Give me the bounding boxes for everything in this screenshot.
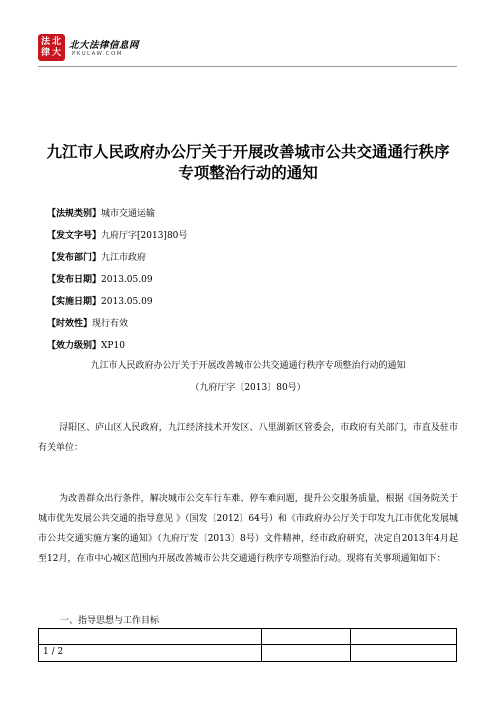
page-number: 1 / 2 <box>43 647 64 657</box>
title-line-1: 九江市人民政府办公厅关于开展改善城市公共交通通行秩序 <box>46 142 450 161</box>
meta-doc-number <box>47 230 187 242</box>
meta-value: 2013.05.09 <box>101 297 153 307</box>
meta-label: 【法规类别】 <box>47 209 102 219</box>
seal-char: 律 <box>41 48 51 58</box>
meta-value: 城市交通运输 <box>101 209 156 219</box>
meta-label: 【发文字号】 <box>47 231 102 241</box>
section-heading: 一、指导思想与工作目标 <box>60 616 160 626</box>
pkulaw-logo <box>38 34 158 64</box>
recipients-paragraph: 浔阳区、庐山区人民政府，九江经济技术开发区、八里湖新区管委会，市政府有关部门，市直及驻市有关单位： <box>38 423 458 453</box>
meta-label: 【时效性】 <box>47 319 93 329</box>
meta-label: 【发布部门】 <box>47 253 102 263</box>
meta-value: XP10 <box>101 341 125 351</box>
meta-label: 【发布日期】 <box>47 275 102 285</box>
pkulaw-seal-icon <box>38 34 65 61</box>
meta-value: 2013.05.09 <box>101 275 153 285</box>
meta-department <box>47 252 146 264</box>
seal-char: 北 <box>52 37 62 47</box>
brand-url: PKULAW.COM <box>72 51 123 57</box>
meta-validity <box>47 318 128 330</box>
meta-value: 九江市政府 <box>101 253 147 263</box>
seal-char: 大 <box>52 48 62 58</box>
meta-effective-date <box>47 296 153 308</box>
footer-divider <box>39 644 456 645</box>
meta-value: 现行有效 <box>92 319 129 329</box>
document-title <box>38 141 458 183</box>
header-divider <box>38 66 457 67</box>
meta-label: 【效力级别】 <box>47 341 102 351</box>
brand-name: 北大法律信息网 <box>69 40 140 51</box>
body-paragraph: 为改善群众出行条件，解决城市公交车行车难、停车难问题，提升公交服务质量，根据《国务院关于城市优先发展公共交通的指导意见 》（国发〔2012〕64号）和《市政府办公厅关于印发九江市优化发展城市公共交通实施方案的通知》（九府厅发〔2013〕8号）文件精神，经市政府研究，决定自2013年4月起至12月，在市中心城区范围内开展改善城市公共交通通行秩序专项整治行动。现将有关事项通知如下： <box>38 494 458 564</box>
footer-table <box>38 628 457 662</box>
meta-label: 【实施日期】 <box>47 297 102 307</box>
body-doc-number: （九府厅字〔2013〕80号） <box>190 383 306 393</box>
meta-publish-date <box>47 274 153 286</box>
title-line-2: 专项整治行动的通知 <box>178 163 318 182</box>
footer-divider <box>261 629 262 661</box>
meta-category <box>47 208 155 220</box>
footer-divider <box>350 629 351 661</box>
meta-level <box>47 340 125 352</box>
seal-char: 法 <box>41 37 51 47</box>
meta-value: 九府厅字[2013]80号 <box>101 231 188 241</box>
body-doc-title: 九江市人民政府办公厅关于开展改善城市公共交通通行秩序专项整治行动的通知 <box>90 361 406 371</box>
